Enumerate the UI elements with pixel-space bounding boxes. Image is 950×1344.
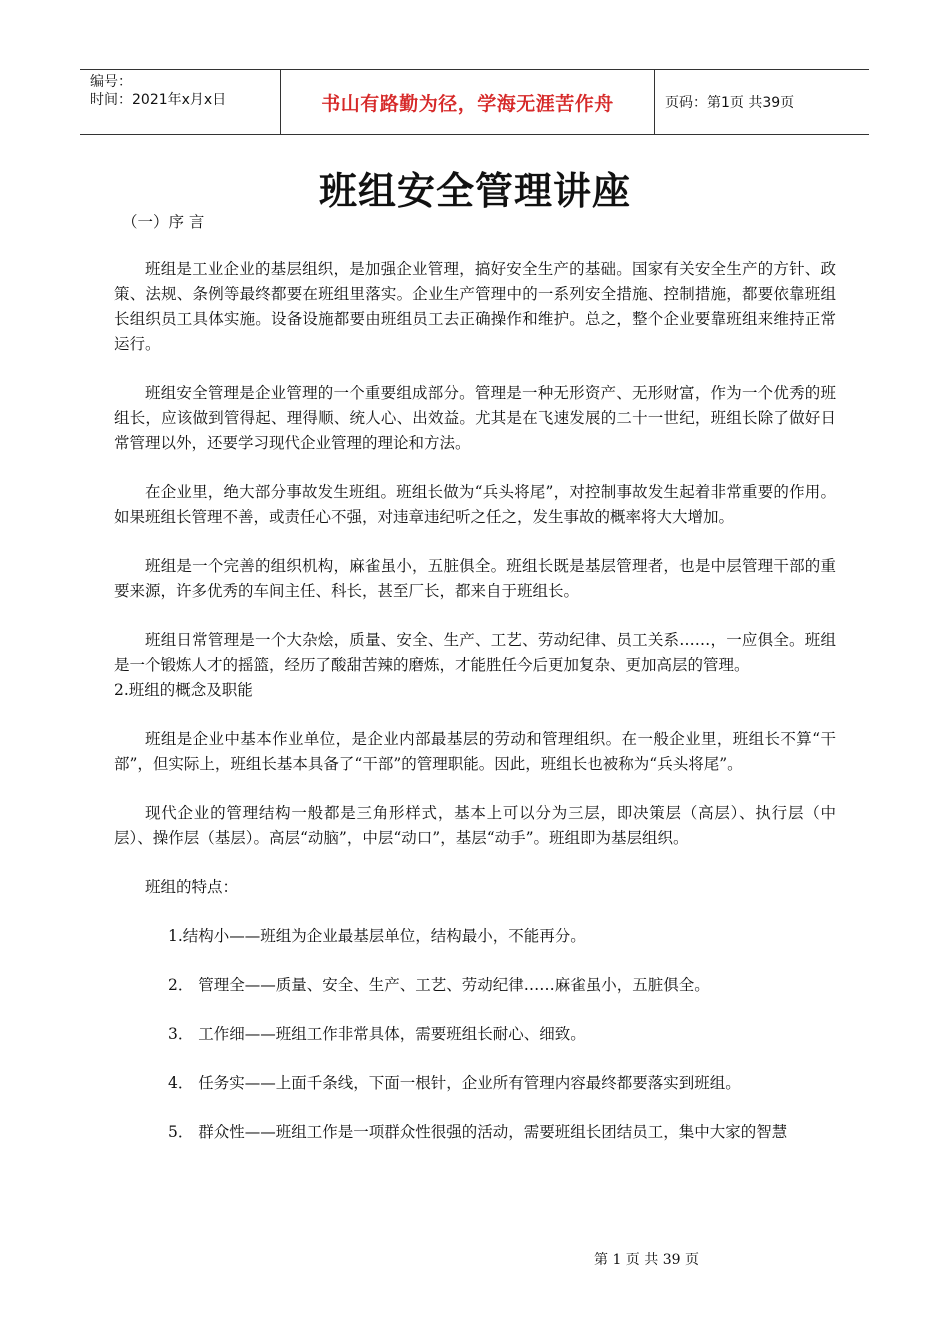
number-label: 编号： xyxy=(90,74,132,90)
document-body xyxy=(114,210,836,1169)
features-heading: 班组的特点： xyxy=(145,878,239,896)
feature-item-5: 5． 群众性——班组工作是一项群众性很强的活动，需要班组长团结员工，集中大家的智慧 xyxy=(168,1123,788,1141)
document-header xyxy=(80,69,869,135)
paragraph-2: 班组安全管理是企业管理的一个重要组成部分。管理是一种无形资产、无形财富，作为一个优秀的班组长，应该做到管得起、理得顺、统人心、出效益。尤其是在飞速发展的二十一世纪，班组长除了做好日常管理以外，还要学习现代企业管理的理论和方法。 xyxy=(114,384,836,452)
date-line: 时间：2021年x月x日 xyxy=(90,92,227,108)
intro-heading: （一）序 言 xyxy=(122,213,205,231)
paragraph-5: 班组日常管理是一个大杂烩，质量、安全、生产、工艺、劳动纪律、员工关系……，一应俱全。班组是一个锻炼人才的摇篮，经历了酸甜苦辣的磨炼，才能胜任今后更加复杂、更加高层的管理。 xyxy=(114,631,836,674)
concept-heading: 2.班组的概念及职能 xyxy=(114,681,253,699)
header-motto: 书山有路勤为径，学海无涯苦作舟 xyxy=(281,70,655,134)
feature-item-3: 3． 工作细——班组工作非常具体，需要班组长耐心、细致。 xyxy=(168,1025,586,1043)
header-meta xyxy=(80,70,281,134)
paragraph-6: 班组是企业中基本作业单位，是企业内部最基层的劳动和管理组织。在一般企业里，班组长不算“干部”，但实际上，班组长基本具备了“干部”的管理职能。因此，班组长也被称为“兵头将尾”。 xyxy=(114,730,836,773)
page-footer: 第 1 页 共 39 页 xyxy=(594,1252,699,1268)
feature-item-1: 1.结构小——班组为企业最基层单位，结构最小，不能再分。 xyxy=(168,927,586,945)
feature-item-2: 2． 管理全——质量、安全、生产、工艺、劳动纪律……麻雀虽小，五脏俱全。 xyxy=(168,976,710,994)
paragraph-4: 班组是一个完善的组织机构，麻雀虽小，五脏俱全。班组长既是基层管理者，也是中层管理干部的重要来源，许多优秀的车间主任、科长，甚至厂长，都来自于班组长。 xyxy=(114,557,836,600)
paragraph-1: 班组是工业企业的基层组织，是加强企业管理，搞好安全生产的基础。国家有关安全生产的方针、政策、法规、条例等最终都要在班组里落实。企业生产管理中的一系列安全措施、控制措施，都要依靠班组长组织员工具体实施。设备设施都要由班组员工去正确操作和维护。总之，整个企业要靠班组来维持正常运行。 xyxy=(114,260,836,353)
document-title: 班组安全管理讲座 xyxy=(318,169,631,213)
paragraph-7: 现代企业的管理结构一般都是三角形样式，基本上可以分为三层，即决策层（高层）、执行层（中层）、操作层（基层）。高层“动脑”，中层“动口”，基层“动手”。班组即为基层组织。 xyxy=(114,804,836,847)
paragraph-3: 在企业里，绝大部分事故发生班组。班组长做为“兵头将尾”，对控制事故发生起着非常重要的作用。如果班组长管理不善，或责任心不强，对违章违纪听之任之，发生事故的概率将大大增加。 xyxy=(114,483,836,526)
header-page-info: 页码：第1页 共39页 xyxy=(665,95,795,111)
feature-item-4: 4． 任务实——上面千条线，下面一根针，企业所有管理内容最终都要落实到班组。 xyxy=(168,1074,741,1092)
